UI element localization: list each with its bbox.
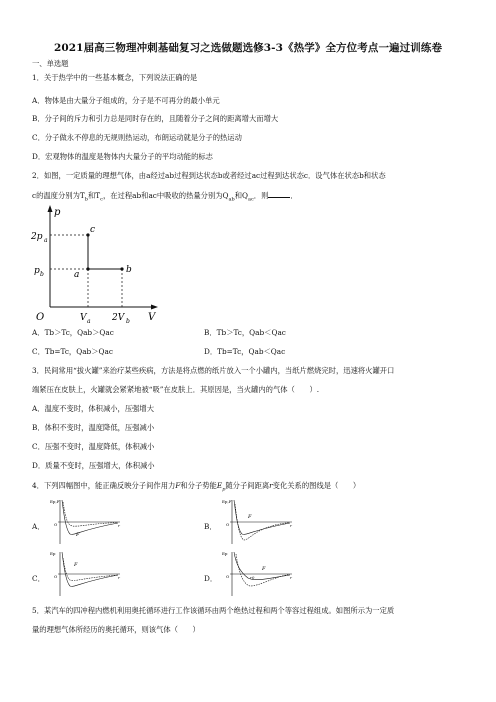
question-1-option-d: D．宏观物体的温度是物体内大量分子的平均动能的标志 [32, 152, 213, 161]
graph-d-r: r [290, 575, 292, 580]
stem-text: 随分子间距离 [225, 481, 270, 490]
question-3-option-b: B．体积不变时，温度降低，压强减小 [32, 423, 155, 432]
stem-sub: p [222, 486, 226, 493]
stem-text: 4．下列四幅图中，能正确反映分子间作用力 [32, 481, 176, 490]
pv-graph [30, 203, 170, 323]
axis-p-label: p [54, 207, 61, 218]
graph-c-o: O [54, 574, 58, 579]
question-4-option-b-label: B． [204, 522, 217, 531]
option-b-graph[interactable] [220, 496, 296, 546]
stem-text: ． [290, 191, 298, 200]
question-1-stem: 1．关于热学中的一些基本概念，下列说法正确的是 [32, 73, 198, 82]
graph-b-r: r [290, 523, 292, 528]
stem-text: 和分子势能 [180, 481, 217, 490]
graph-c-ep: Ep [50, 551, 56, 556]
stem-sub: ab [228, 196, 235, 203]
section-heading: 一、单选题 [32, 59, 69, 68]
question-2-stem-line-1: 2．如图，一定质量的理想气体，由a经过ab过程到达状态b或者经过ac过程到达状态c．设气体在状态b和状态 [32, 171, 386, 180]
question-2-option-b: B．Tb＞Tc，Qab＜Qac [204, 328, 286, 337]
question-4-option-d-label: D． [204, 574, 218, 583]
label-2vb-sub: b [126, 318, 130, 323]
stem-var-ep: E [216, 481, 223, 490]
question-2-option-d: D．Tb=Tc，Qab＜Qac [204, 347, 286, 356]
label-2pa-sub: a [44, 237, 48, 244]
point-b-label: b [126, 265, 132, 275]
question-4-option-c-label: C． [32, 574, 45, 583]
stem-text: 和Q [234, 191, 249, 200]
label-2vb: 2V [112, 313, 125, 323]
stem-sub: ac [248, 196, 254, 203]
point-a-label: a [74, 270, 80, 280]
stem-text: 和T [87, 191, 101, 200]
point-b-marker [120, 267, 123, 270]
point-c-label: c [90, 225, 96, 235]
graph-c-f: F [74, 562, 78, 568]
graph-d-ep: Ep [222, 551, 228, 556]
question-2-option-c: C．Tb=Tc，Qab＞Qac [32, 347, 113, 356]
question-2-option-a: A．Tb＞Tc，Qab＞Qac [32, 328, 114, 337]
question-5-stem-line-1: 5．某汽车的四冲程内燃机利用奥托循环进行工作该循环由两个绝热过程和两个等容过程组成。如图所示为一定质 [32, 606, 395, 615]
graph-a-ep-f: Ep,F [50, 499, 60, 504]
question-3-stem-line-2: 端紧压在皮肤上，火罐就会紧紧地被“吸”在皮肤上．其原因是，当火罐内的气体（ ）. [32, 385, 320, 394]
graph-a-f: F [76, 532, 80, 538]
stem-text: ．则 [253, 191, 269, 200]
question-3-option-c: C．压强不变时，温度降低，体积减小 [32, 442, 155, 451]
v-axis-arrow [151, 305, 158, 310]
p-axis-arrow [48, 205, 53, 212]
page-title: 2021届高三物理冲刺基础复习之选做题选修3-3《热学》全方位考点一遍过训练卷 [53, 42, 443, 54]
stem-sub: c [100, 196, 103, 203]
stem-sub: b [84, 196, 88, 203]
label-va: V [80, 313, 87, 323]
stem-var-r: r [269, 481, 273, 490]
label-2pa: 2p [31, 232, 43, 242]
question-3-option-d: D．质量不变时，压强增大，体积减小 [32, 461, 155, 470]
question-1-option-a: A．物体是由大量分子组成的，分子是不可再分的最小单元 [32, 96, 220, 105]
graph-b-o: O [226, 522, 230, 527]
graph-d-o: O [226, 574, 230, 579]
stem-text: ，在过程ab和ac中吸收的热量分别为Q [102, 191, 229, 200]
graph-d-f: F [262, 566, 266, 572]
option-c-graph[interactable] [48, 548, 124, 598]
label-pb-sub: b [40, 271, 44, 278]
question-1-option-c: C．分子做永不停息的无规则热运动，布朗运动就是分子的热运动 [32, 133, 242, 142]
label-va-sub: a [87, 318, 91, 323]
graph-b-ep-f: Ep,F [222, 499, 232, 504]
graph-c-r: r [118, 575, 120, 580]
stem-text: c的温度分别为T [32, 191, 85, 200]
stem-var-f: F [175, 481, 181, 490]
question-3-option-a: A．温度不变时，体积减小，压强增大 [32, 404, 155, 413]
point-a-marker [86, 267, 89, 270]
origin-label: O [36, 312, 45, 323]
graph-b-f: F [248, 514, 252, 520]
option-d-graph[interactable] [220, 548, 296, 598]
graph-a-o: O [54, 522, 58, 527]
question-5-stem-line-2: 量的理想气体所经历的奥托循环，则该气体（ ） [32, 625, 200, 634]
stem-text: 变化关系的图线是（ ） [272, 481, 361, 490]
graph-a-r: r [118, 523, 120, 528]
label-pb: p [34, 266, 40, 276]
question-4-stem [32, 481, 360, 494]
axis-v-label: V [148, 312, 156, 323]
option-a-graph[interactable] [48, 496, 124, 546]
graph-d-r0: r0 [250, 575, 255, 580]
answer-blank[interactable] [268, 190, 290, 198]
question-1-option-b: B．分子间的斥力和引力总是同时存在的，且随着分子之间的距离增大而增大 [32, 114, 279, 123]
question-4-option-a-label: A． [32, 522, 45, 531]
question-3-stem-line-1: 3．民间常用“拔火罐”来治疗某些疾病，方法是将点燃的纸片放入一个小罐内，当纸片燃烧完时，迅速将火罐开口 [32, 366, 395, 375]
